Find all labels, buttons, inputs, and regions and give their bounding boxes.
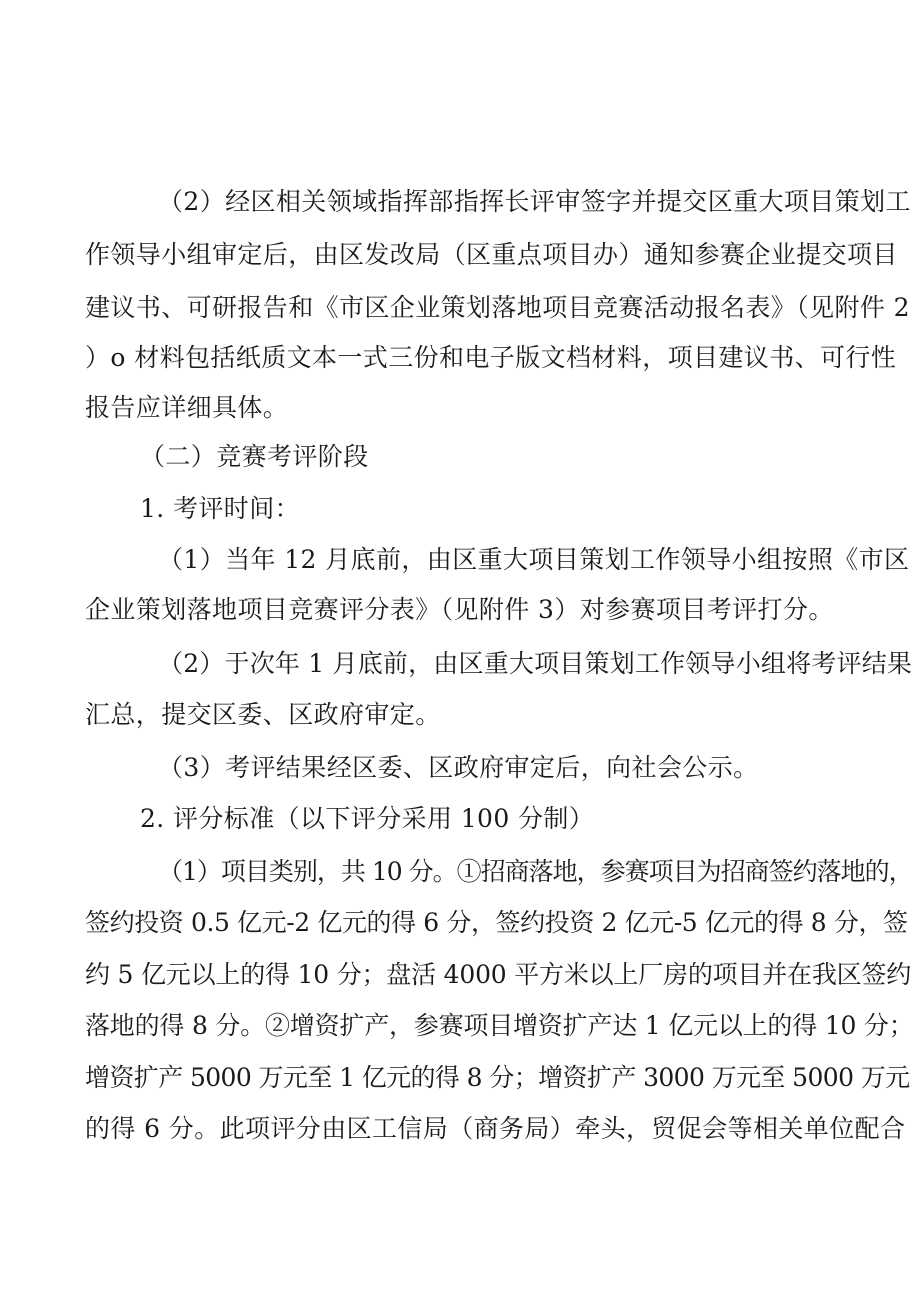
text-line: 汇总，提交区委、区政府审定。: [85, 700, 441, 729]
text-line: 企业策划落地项目竞赛评分表》（见附件 3）对参赛项目考评打分。: [85, 595, 834, 624]
text-line: （2）于次年 1 月底前，由区重大项目策划工作领导小组将考评结果: [158, 649, 913, 678]
text-line: （1）当年 12 月底前，由区重大项目策划工作领导小组按照《市区: [158, 545, 910, 574]
text-line: （2）经区相关领域指挥部指挥长评审签字并提交区重大项目策划工: [158, 187, 911, 216]
text-line: ）o 材料包括纸质文本一式三份和电子版文档材料，项目建议书、可行性: [85, 343, 897, 372]
subsection-heading: 2. 评分标准（以下评分采用 100 分制）: [140, 804, 595, 833]
text-line: 约 5 亿元以上的得 10 分；盘活 4000 平方米以上厂房的项目并在我区签约: [85, 960, 912, 989]
text-line: （1）项目类别，共 10 分。①招商落地，参赛项目为招商签约落地的，: [158, 857, 913, 886]
text-line: 建议书、可研报告和《市区企业策划落地项目竞赛活动报名表》（见附件 2: [85, 293, 910, 322]
text-line: 增资扩产 5000 万元至 1 亿元的得 8 分；增资扩产 3000 万元至 5000 万元: [85, 1063, 910, 1092]
text-line: 的得 6 分。此项评分由区工信局（商务局）牵头，贸促会等相关单位配合: [85, 1114, 906, 1143]
text-line: （3）考评结果经区委、区政府审定后，向社会公示。: [158, 753, 759, 782]
subsection-heading: 1. 考评时间：: [140, 494, 300, 523]
text-line: 落地的得 8 分。②增资扩产，参赛项目增资扩产达 1 亿元以上的得 10 分；: [85, 1011, 914, 1040]
text-line: 作领导小组审定后，由区发改局（区重点项目办）通知参赛企业提交项目: [85, 240, 898, 269]
text-line: 报告应详细具体。: [85, 393, 289, 422]
text-line: 签约投资 0.5 亿元-2 亿元的得 6 分，签约投资 2 亿元-5 亿元的得 8 分，签: [85, 908, 908, 937]
section-heading: （二）竞赛考评阶段: [140, 442, 369, 471]
